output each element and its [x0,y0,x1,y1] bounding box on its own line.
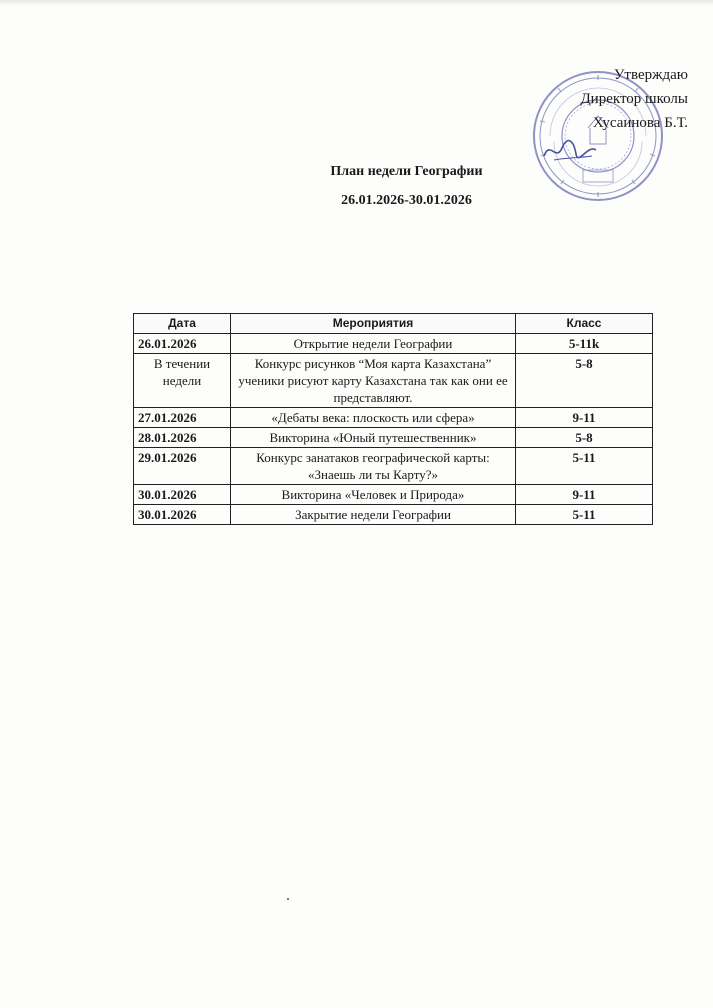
row-event: Викторина «Юный путешественник» [231,428,516,448]
row-date: 26.01.2026 [134,334,231,354]
table-header-row [134,314,653,334]
approval-position: Директор школы [580,91,688,107]
row-grade: 5-11 [516,448,653,485]
scan-top-edge [0,0,713,6]
row-event: Конкурс рисунков “Моя карта Казахстана” ученики рисуют карту Казахстана так как они ее представляют. [231,354,516,408]
row-grade: 9-11 [516,408,653,428]
row-grade: 5-11k [516,334,653,354]
table-row [134,354,653,408]
row-date: 27.01.2026 [134,408,231,428]
approval-block [518,63,688,135]
table-row [134,485,653,505]
page-title: План недели Географии [330,164,483,179]
table-row [134,448,653,485]
director-signature [540,136,600,164]
row-grade: 5-8 [516,428,653,448]
table-row [134,428,653,448]
row-date: 30.01.2026 [134,485,231,505]
row-grade: 5-8 [516,354,653,408]
row-event: Викторина «Человек и Природа» [231,485,516,505]
approval-name: Хусаинова Б.Т. [592,115,688,131]
row-date: 28.01.2026 [134,428,231,448]
header-grade: Класс [516,314,653,334]
events-table [133,313,653,525]
table-row [134,334,653,354]
row-date: 29.01.2026 [134,448,231,485]
row-grade: 9-11 [516,485,653,505]
date-range: 26.01.2026-30.01.2026 [341,193,472,208]
table-row [134,408,653,428]
row-event: Открытие недели Географии [231,334,516,354]
header-events: Мероприятия [231,314,516,334]
row-event: «Дебаты века: плоскость или сфера» [231,408,516,428]
row-date: В течении недели [134,354,231,408]
header-date: Дата [134,314,231,334]
row-grade: 5-11 [516,505,653,525]
row-event: Конкурс занатаков географической карты: «Знаешь ли ты Карту?» [231,448,516,485]
scan-speck [287,898,289,900]
row-event: Закрытие недели Географии [231,505,516,525]
row-date: 30.01.2026 [134,505,231,525]
table-row [134,505,653,525]
approval-heading: Утверждаю [613,67,688,83]
